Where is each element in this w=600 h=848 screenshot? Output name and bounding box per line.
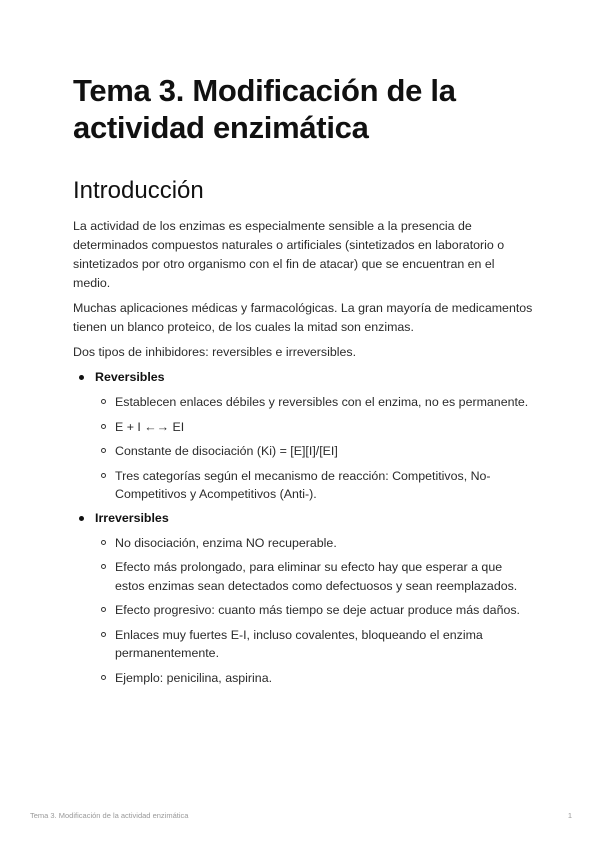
list-item: Ejemplo: penicilina, aspirina. <box>95 669 533 688</box>
bullet-icon <box>79 375 84 380</box>
list-item-irreversibles <box>73 509 533 688</box>
paragraph: Muchas aplicaciones médicas y farmacológicas. La gran mayoría de medicamentos tienen un blanco proteico, de los cuales la mitad son enzimas. <box>73 301 533 334</box>
list-item-reversibles <box>73 368 533 504</box>
inhibitor-types-list <box>73 368 533 687</box>
document-body <box>73 72 533 687</box>
list-item: Establecen enlaces débiles y reversibles con el enzima, no es permanente. <box>95 393 533 412</box>
paragraph: La actividad de los enzimas es especialmente sensible a la presencia de determinados compuestos naturales o artificiales (sintetizados en laboratorio o sintetizados por otro organismo con el fin de atacar) que se encuentran en el medio. <box>73 219 505 290</box>
circle-bullet-icon <box>101 424 106 429</box>
circle-bullet-icon <box>101 632 106 637</box>
list-item: Tres categorías según el mecanismo de reacción: Competitivos, No-Competitivos y Acompetitivos (Anti-). <box>95 467 533 504</box>
sublist <box>95 534 533 688</box>
list-label: Irreversibles <box>95 510 169 525</box>
circle-bullet-icon <box>101 607 106 612</box>
circle-bullet-icon <box>101 564 106 569</box>
list-label: Reversibles <box>95 370 165 384</box>
circle-bullet-icon <box>101 473 106 478</box>
circle-bullet-icon <box>101 399 106 404</box>
bullet-icon <box>79 516 84 521</box>
page-number: 1 <box>567 811 572 820</box>
list-item: No disociación, enzima NO recuperable. <box>95 534 533 553</box>
circle-bullet-icon <box>101 448 106 453</box>
circle-bullet-icon <box>101 540 106 545</box>
section-heading: Introducción <box>73 177 204 204</box>
list-item: Constante de disociación (Ki) = [E][I]/[EI] <box>95 442 533 461</box>
page-title: Tema 3. Modificación de la actividad enzimática <box>73 73 456 145</box>
list-item: Enlaces muy fuertes E-I, incluso covalentes, bloqueando el enzima permanentemente. <box>95 626 533 663</box>
list-item: Efecto progresivo: cuanto más tiempo se deje actuar produce más daños. <box>95 601 533 620</box>
paragraph: Dos tipos de inhibidores: reversibles e irreversibles. <box>73 345 357 359</box>
list-item: Efecto más prolongado, para eliminar su efecto hay que esperar a que estos enzimas sean detectados como defectuosos y sean reemplazados. <box>95 558 533 595</box>
footer-title: Tema 3. Modificación de la actividad enzimática <box>30 811 189 820</box>
sublist <box>95 393 533 504</box>
list-item: E + I ←→ EI <box>95 418 533 437</box>
circle-bullet-icon <box>101 675 106 680</box>
